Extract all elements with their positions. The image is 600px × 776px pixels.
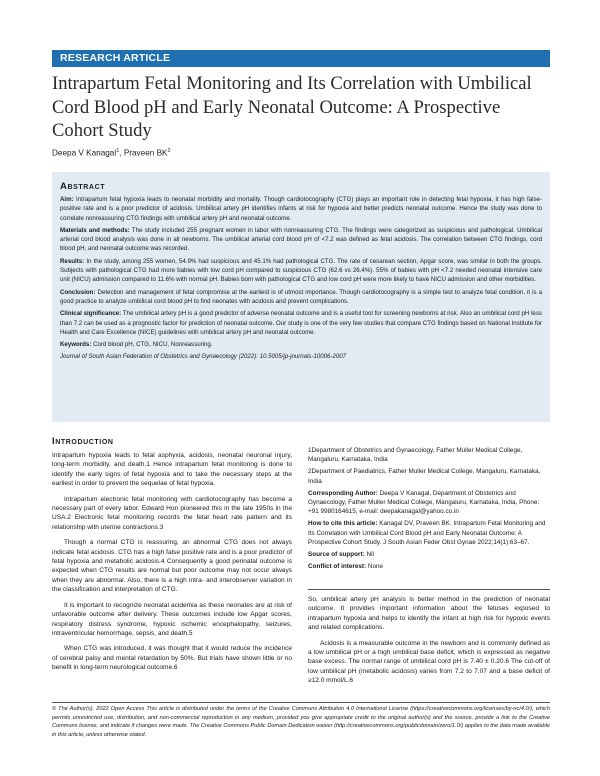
abstract-label: Conclusion:: [60, 288, 96, 296]
corresponding-author: [308, 489, 550, 517]
body-paragraph: Acidosis is a measurable outcome in the newborn and is commonly defined as a low umbilical pH or a high umbilical base deficit, which is expressed as negative base excess. The normal range of umbilical cord pH is 7.40 ± 0.20.6 The cut-off of low umbilical pH (metabolic acidosis) varies from 7.2 to 7.07 and a base deficit of ≥12.0 mmol/L.6: [308, 639, 550, 685]
article-type-band: [52, 50, 550, 67]
abstract-methods: [60, 226, 542, 254]
affiliation: 2Department of Paediatrics, Father Muller Medical College, Mangaluru, Karnataka, India: [308, 468, 541, 485]
abstract-keywords: [60, 340, 542, 349]
introduction-heading: Introduction: [52, 436, 114, 447]
author-name: Deepa V Kanagal: [52, 148, 117, 158]
introduction-section: [52, 436, 292, 679]
affiliations-block: [308, 446, 550, 574]
abstract-text: Intrapartum fetal hypoxia leads to neonatal morbidity and mortality. Though cardiotocography (CTG) plays an important role in detecting fetal hypoxia, it has high false-positive rate and is a poor predictor of acidosis. Umbilical artery pH identifies infants at risk for hypoxia and better predicts neonatal outcome. Hence the study was done to correlate nonreassuring CTG findings with umbilical artery pH and neonatal outcome.: [60, 196, 542, 222]
author-name: Praveen BK: [123, 148, 168, 158]
citation-label: How to cite this article:: [308, 520, 378, 528]
article-type-label: RESEARCH ARTICLE: [60, 52, 171, 64]
abstract-aim: [60, 195, 542, 223]
abstract-label: Keywords:: [60, 341, 92, 349]
abstract-text: In the study, among 255 women, 54.9% had suspicious and 45.1% had pathological CTG. The rate of cesarean section, Apgar score, was similar in both the groups. Subjects with pathological CTG had more babies with low cord pH compared to suspicious CTG (62.6 vs 26.4%). 55% of babies with pH <7.2 needed neonatal intensive care unit (NICU) admission compared to 11.6% with normal pH. Babies born with pathological CTG and low cord pH were more likely to have NICU admission and other morbidities.: [60, 257, 542, 284]
abstract-box: [52, 172, 550, 422]
conflict-of-interest: [308, 562, 550, 571]
license-footer: © The Author(s). 2022 Open Access This article is distributed under the terms of the Creative Commons Attribution 4.0 International License (https://creativecommons.org/licenses/by-nc/4.0/), which permits unrestricted use, distribution, and non-commercial reproduction in any medium, provided you give appropriate credit to the original author(s) and the source, provide a link to the Creative Commons license, and indicate if changes were made. The Creative Commons Public Domain Dedication waiver (http://creativecommons.org/publicdomain/zero/1.0/) applies to the data made available in this article, unless otherwise stated.: [52, 706, 550, 738]
abstract-label: Aim:: [60, 196, 74, 203]
body-paragraph: Intrapartum electronic fetal monitoring with cardiotocography has become a necessary part of every labor. Edward Hon pioneered this in the late 1950s in the USA.2 Electronic fetal monitoring records the fetal heart rate pattern and its relationship with uterine contractions.3: [52, 495, 292, 531]
body-paragraph: Intrapartum hypoxia leads to fetal asphyxia, acidosis, neonatal neuronal injury, long-term morbidity, and death.1 Hence intrapartum fetal monitoring is done to identify the early signs of fetal hypoxia and to take the necessary steps at the earliest in order to prevent the sequelae of fetal hypoxia.: [52, 452, 292, 488]
column-divider: [308, 589, 550, 590]
abstract-label: Materials and methods:: [60, 226, 130, 234]
corresponding-author-text: Deepa V Kanagal, Department of Obstetrics and Gynaecology, Father Muller Medical College, Mangaluru, Karnataka, India, Phone: +91 9980164615, e-mail: deepakanagal@yahoo.co.in: [308, 489, 540, 516]
abstract-significance: [60, 309, 542, 337]
author-separator: ,: [119, 148, 124, 158]
abstract-text: Cord blood pH, CTG, NICU, Nonreassuring.: [91, 341, 213, 349]
abstract-label: Clinical significance:: [60, 310, 122, 318]
conflict-label: Conflict of interest:: [308, 563, 367, 571]
author-affiliation-mark: 2: [167, 148, 171, 154]
source-of-support: [308, 550, 550, 559]
body-continued: [308, 595, 550, 692]
conflict-text: None: [366, 563, 384, 571]
author-list: [52, 148, 171, 158]
support-label: Source of support:: [308, 551, 365, 559]
abstract-text: The umbilical artery pH is a good predictor of adverse neonatal outcome and is a useful tool for screening newborns at risk. Also an umbilical cord pH less than 7.2 can be used as a prognostic factor for prediction of neonatal outcome. Our study is one of the very few studies that compare CTG findings based on National Institute for Health and Care Excellence (NICE) guidelines with umbilical artery pH and neonatal outcome.: [60, 310, 542, 336]
citation: [308, 519, 550, 547]
corresponding-author-label: Corresponding Author:: [308, 489, 378, 497]
journal-reference: Journal of South Asian Federation of Obstetrics and Gynaecology (2022): 10.5005/jp-journals-10006-2007: [60, 353, 347, 361]
abstract-results: [60, 257, 542, 285]
affiliation: 1Department of Obstetrics and Gynaecology, Father Muller Medical College, Mangaluru, Karnataka, India: [308, 447, 523, 464]
footer-divider: [52, 702, 550, 703]
support-text: Nil: [364, 551, 374, 559]
body-paragraph: Though a normal CTG is reassuring, an abnormal CTG does not always indicate fetal acidosis. CTG has a high false positive rate and is a poor predictor of fetal hypoxia and metabolic acidosis.4 Consequently a good perinatal outcome is expected when CTG results are normal but poor outcome may not occur always when they are abnormal. Also, there is a high intra- and interobserver variation in the classification and interpretation of CTG.: [52, 539, 292, 594]
citation-text: Kanagal DV, Praveen BK. Intrapartum Fetal Monitoring and Its Correlation with Umbilical Cord Blood pH and Early Neonatal Outcome: A Prospective Cohort Study. J South Asian Feder Obst Gynae 2022;14(1):63–67.: [308, 520, 546, 546]
body-paragraph: So, umbilical artery pH analysis is better method in the prediction of neonatal outcome. It provides important information about the fetuses exposed to intrapartum hypoxia and helps to identify the infant at high risk for hypoxic events and related complications.: [308, 596, 550, 632]
author-affiliation-mark: 1: [116, 148, 120, 154]
body-paragraph: It is important to recognize neonatal acidemia as these neonates are at risk of unfavorable outcome after delivery. These outcomes include low Apgar scores, respiratory distress syndrome, hypoxic ischemic encephalopathy, seizures, intraventricular hemorrhage, sepsis, and death.5: [52, 601, 292, 637]
body-paragraph: When CTG was introduced, it was thought that it would reduce the incidence of cerebral palsy and mental retardation by 50%. But trials have shown little or no benefit in long-term neurological outcome.6: [52, 645, 292, 672]
abstract-heading: Abstract: [60, 181, 106, 192]
abstract-text: Detection and management of fetal compromise at the earliest is of utmost importance. Though cardiotocography is a simple test to analyze fetal condition, it is a good practice to analyze umbilical cord blood pH to find neonates with acidosis and prevent complications.: [60, 288, 542, 305]
article-title: Intrapartum Fetal Monitoring and Its Correlation with Umbilical Cord Blood pH and Early Neonatal Outcome: A Prospective Cohort Study: [52, 73, 532, 141]
abstract-conclusion: [60, 288, 542, 307]
abstract-label: Results:: [60, 257, 85, 265]
abstract-text: The study included 255 pregnant women in labor with nonreassuring CTG. The findings were categorized as suspicious and pathological. Umbilical arterial cord blood analysis was done in all newborns. The umbilical arterial cord blood pH of <7.2 was defined as fetal acidosis. The correlation between CTG findings, cord blood pH, and neonatal outcome was recorded.: [60, 226, 542, 253]
